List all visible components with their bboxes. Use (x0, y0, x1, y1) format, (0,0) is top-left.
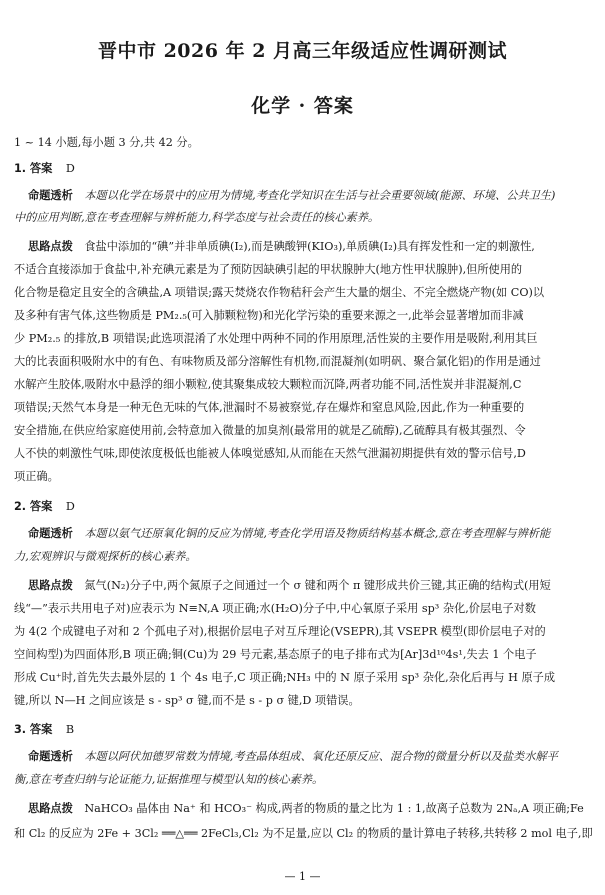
q1-tips-text-8: 安全措施,在供应给家庭使用前,会特意加入微量的加臭剂(最常用的就是乙硫醇),乙硫醇具有极其强烈、令 (14, 424, 526, 437)
q1-tips-label: 思路点拨 (28, 240, 73, 253)
q1-tips-text-6: 水解产生胶体,吸附水中悬浮的细小颗粒,使其聚集成较大颗粒而沉降,两者功能不同,活性炭并非混凝剂,C (14, 378, 522, 391)
q1-tips-text-2: 化合物是稳定且安全的含碘盐,A 项错误;露天焚烧农作物秸秆会产生大量的烟尘、不完全燃烧产物(如 CO)以 (14, 286, 545, 299)
q1-tips-text-5: 大的比表面积吸附水中的有色、有味物质及部分溶解性有机物,而混凝剂(如明矾、聚合氯化铝)的作用是通过 (14, 355, 541, 368)
document-title: 晋中市 2026 年 2 月高三年级适应性调研测试 (97, 40, 508, 62)
q2-insight-text-1: 力,宏观辨识与微观探析的核心素养。 (14, 550, 197, 563)
q1-tips-text-9: 人不快的刺激性气味,即使浓度极低也能被人体嗅觉感知,从而能在天然气泄漏初期提供有效的警示信号,D (14, 447, 526, 460)
q3-answer-value: B (65, 723, 75, 736)
q2-tips-text-1: 线“—”表示共用电子对)应表示为 N≡N,A 项正确;水(H₂O)分子中,中心氧原子采用 sp³ 杂化,价层电子对数 (14, 602, 536, 615)
q1-tips-text-1: 不适合直接添加于食盐中,补充碘元素是为了预防因缺碘引起的甲状腺肿大(地方性甲状腺肿),但所使用的 (14, 263, 523, 276)
q3-tips-text-0: NaHCO₃ 晶体由 Na⁺ 和 HCO₃⁻ 构成,两者的物质的量之比为 1 : 1,故离子总数为 2Nₐ,A 项正确;Fe (84, 802, 584, 815)
q3-insight-label: 命题透析 (28, 750, 73, 763)
q1-answer-row (14, 162, 75, 176)
q2-tips-text-2: 为 4(2 个成键电子对和 2 个孤电子对),根据价层电子对互斥理论(VSEPR),其 VSEPR 模型(即价层电子对的 (14, 625, 546, 638)
q2-insight-line-0 (28, 527, 550, 541)
q1-tips-line-0 (28, 240, 535, 254)
q2-insight-label: 命题透析 (28, 527, 73, 540)
intro-line: 1 ~ 14 小题,每小题 3 分,共 42 分。 (14, 136, 199, 149)
q2-tips-text-4: 形成 Cu⁺时,首先失去最外层的 1 个 4s 电子,C 项正确;NH₃ 中的 N 原子采用 sp³ 杂化,杂化后再与 H 原子成 (14, 671, 556, 684)
document-subtitle: 化学 · 答案 (251, 95, 354, 117)
q2-answer-label: 2. 答案 (14, 500, 53, 513)
q3-insight-text-0: 本题以阿伏加德罗常数为情境,考查晶体组成、氧化还原反应、混合物的微量分析以及盐类水解平 (84, 750, 558, 763)
q3-tips-text-1: 和 Cl₂ 的反应为 2Fe + 3Cl₂ ══△══ 2FeCl₃,Cl₂ 为不足量,应以 Cl₂ 的物质的量计算电子转移,共转移 2 mol 电子,即 (14, 827, 593, 840)
q1-insight-text-1: 中的应用判断,意在考查理解与辨析能力,科学态度与社会责任的核心素养。 (14, 211, 380, 224)
q3-insight-text-1: 衡,意在考查归纳与论证能力,证据推理与模型认知的核心素养。 (14, 773, 324, 786)
q2-answer-value: D (65, 500, 75, 513)
q1-tips-text-7: 项错误;天然气本身是一种无色无味的气体,泄漏时不易被察觉,存在爆炸和窒息风险,因此,作为一种重要的 (14, 401, 525, 414)
q2-tips-line-0 (28, 579, 551, 593)
q1-insight-label: 命题透析 (28, 189, 73, 202)
q3-tips-line-0 (28, 802, 584, 816)
q1-insight-line-0 (28, 189, 555, 203)
q1-tips-text-4: 少 PM₂.₅ 的排放,B 项错误;此选项混淆了水处理中两种不同的作用原理,活性炭的主要作用是吸附,利用其巨 (14, 332, 538, 345)
q3-insight-line-0 (28, 750, 558, 764)
q2-insight-text-0: 本题以氨气还原氧化铜的反应为情境,考查化学用语及物质结构基本概念,意在考查理解与辨析能 (84, 527, 551, 540)
q2-answer-row (14, 500, 75, 514)
page-number: — 1 — (284, 870, 321, 883)
q1-insight-text-0: 本题以化学在场景中的应用为情境,考查化学知识在生活与社会重要领域(能源、环境、公共卫生) (84, 189, 556, 202)
q1-tips-text-3: 及多种有害气体,这些物质是 PM₂.₅(可入肺颗粒物)和光化学污染的重要来源之一,此举会显著增加而非减 (14, 309, 524, 322)
q1-answer-label: 1. 答案 (14, 162, 53, 175)
q3-answer-row (14, 723, 74, 737)
q2-tips-label: 思路点拨 (28, 579, 73, 592)
q3-tips-label: 思路点拨 (28, 802, 73, 815)
q2-tips-text-5: 键,所以 N—H 之间应该是 s - sp³ σ 键,而不是 s - p σ 键,D 项错误。 (14, 694, 360, 707)
q2-tips-text-0: 氮气(N₂)分子中,两个氮原子之间通过一个 σ 键和两个 π 键形成共价三键,其正确的结构式(用短 (84, 579, 551, 592)
q1-answer-value: D (65, 162, 75, 175)
q3-answer-label: 3. 答案 (14, 723, 53, 736)
q1-tips-text-0: 食盐中添加的“碘”并非单质碘(I₂),而是碘酸钾(KIO₃),单质碘(I₂)具有挥发性和一定的刺激性, (84, 240, 535, 253)
q2-tips-text-3: 空间构型)为四面体形,B 项正确;铜(Cu)为 29 号元素,基态原子的电子排布式为[Ar]3d¹⁰4s¹,失去 1 个电子 (14, 648, 537, 661)
q1-tips-text-10: 项正确。 (14, 470, 59, 483)
